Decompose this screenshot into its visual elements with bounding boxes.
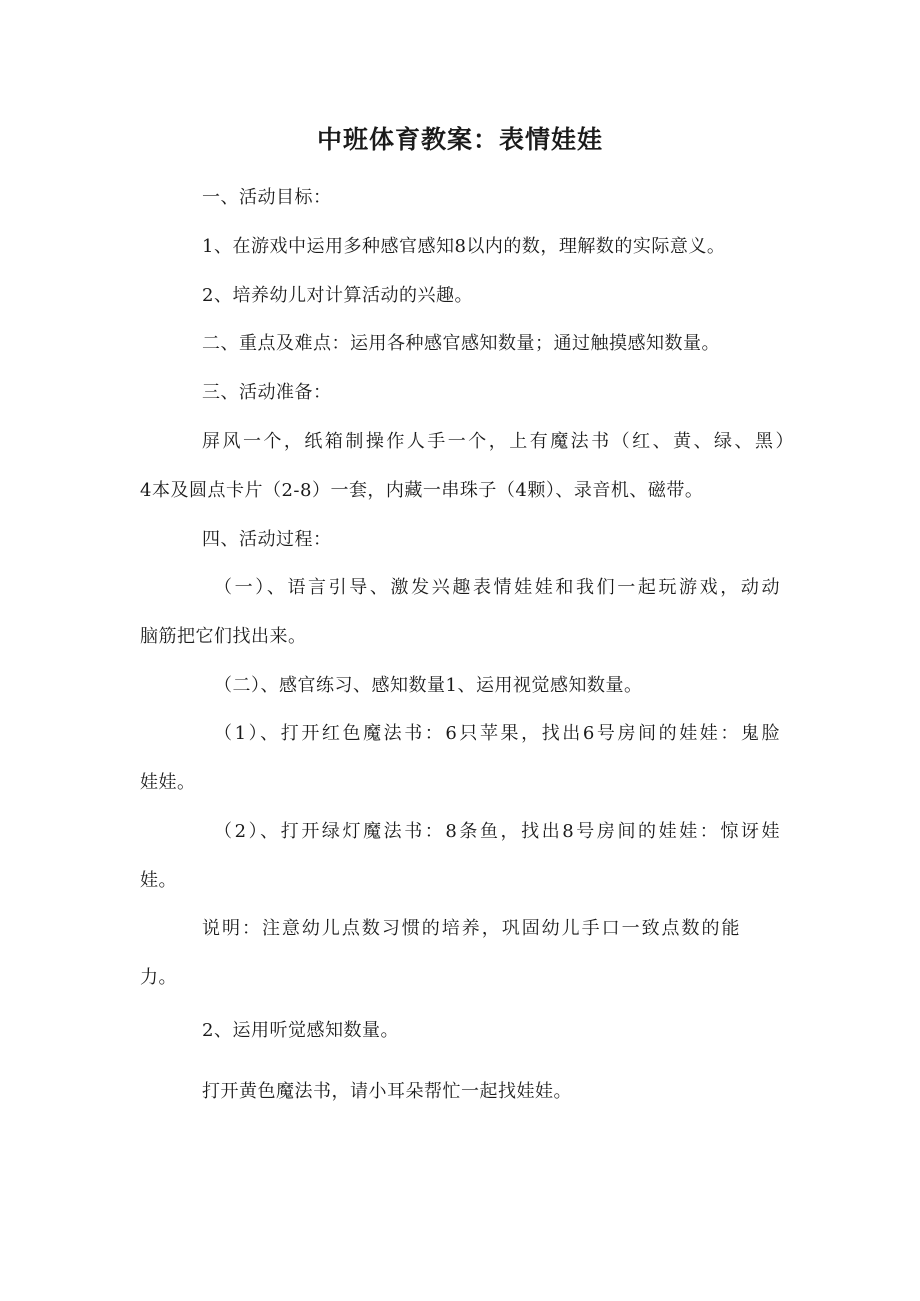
- paragraph-step-1-line-1: （一）、语言引导、激发兴趣表情娃娃和我们一起玩游戏，动动: [214, 577, 780, 598]
- section-heading-process: 四、活动过程：: [202, 529, 332, 550]
- paragraph-step-2: （二）、感官练习、感知数量1、运用视觉感知数量。: [214, 675, 643, 696]
- paragraph-substep-1-line-2: 娃娃。: [140, 772, 196, 793]
- paragraph-goal-1: 1、在游戏中运用多种感官感知8以内的数，理解数的实际意义。: [202, 236, 726, 257]
- paragraph-preparation-line-1: 屏风一个，纸箱制操作人手一个，上有魔法书（红、黄、绿、黑）: [202, 431, 794, 452]
- paragraph-note-line-2: 力。: [140, 967, 177, 988]
- section-heading-key-points: 二、重点及难点：运用各种感官感知数量；通过触摸感知数量。: [202, 333, 720, 354]
- section-heading-preparation: 三、活动准备：: [202, 382, 332, 403]
- paragraph-substep-1-line-1: （1）、打开红色魔法书：6只苹果，找出6号房间的娃娃：鬼脸: [214, 723, 780, 744]
- section-heading-goals: 一、活动目标：: [202, 187, 332, 208]
- paragraph-note-line-1: 说明：注意幼儿点数习惯的培养，巩固幼儿手口一致点数的能: [202, 918, 740, 939]
- page-title: 中班体育教案：表情娃娃: [316, 125, 603, 154]
- paragraph-substep-2-line-2: 娃。: [140, 870, 177, 891]
- paragraph-hearing: 2、运用听觉感知数量。: [202, 1020, 399, 1041]
- paragraph-substep-2-line-1: （2）、打开绿灯魔法书：8条鱼，找出8号房间的娃娃：惊讶娃: [214, 821, 780, 842]
- paragraph-step-1-line-2: 脑筋把它们找出来。: [140, 626, 307, 647]
- paragraph-preparation-line-2: 4本及圆点卡片（2-8）一套，内藏一串珠子（4颗）、录音机、磁带。: [140, 480, 704, 501]
- paragraph-yellow-book: 打开黄色魔法书，请小耳朵帮忙一起找娃娃。: [202, 1081, 572, 1102]
- paragraph-goal-2: 2、培养幼儿对计算活动的兴趣。: [202, 285, 473, 306]
